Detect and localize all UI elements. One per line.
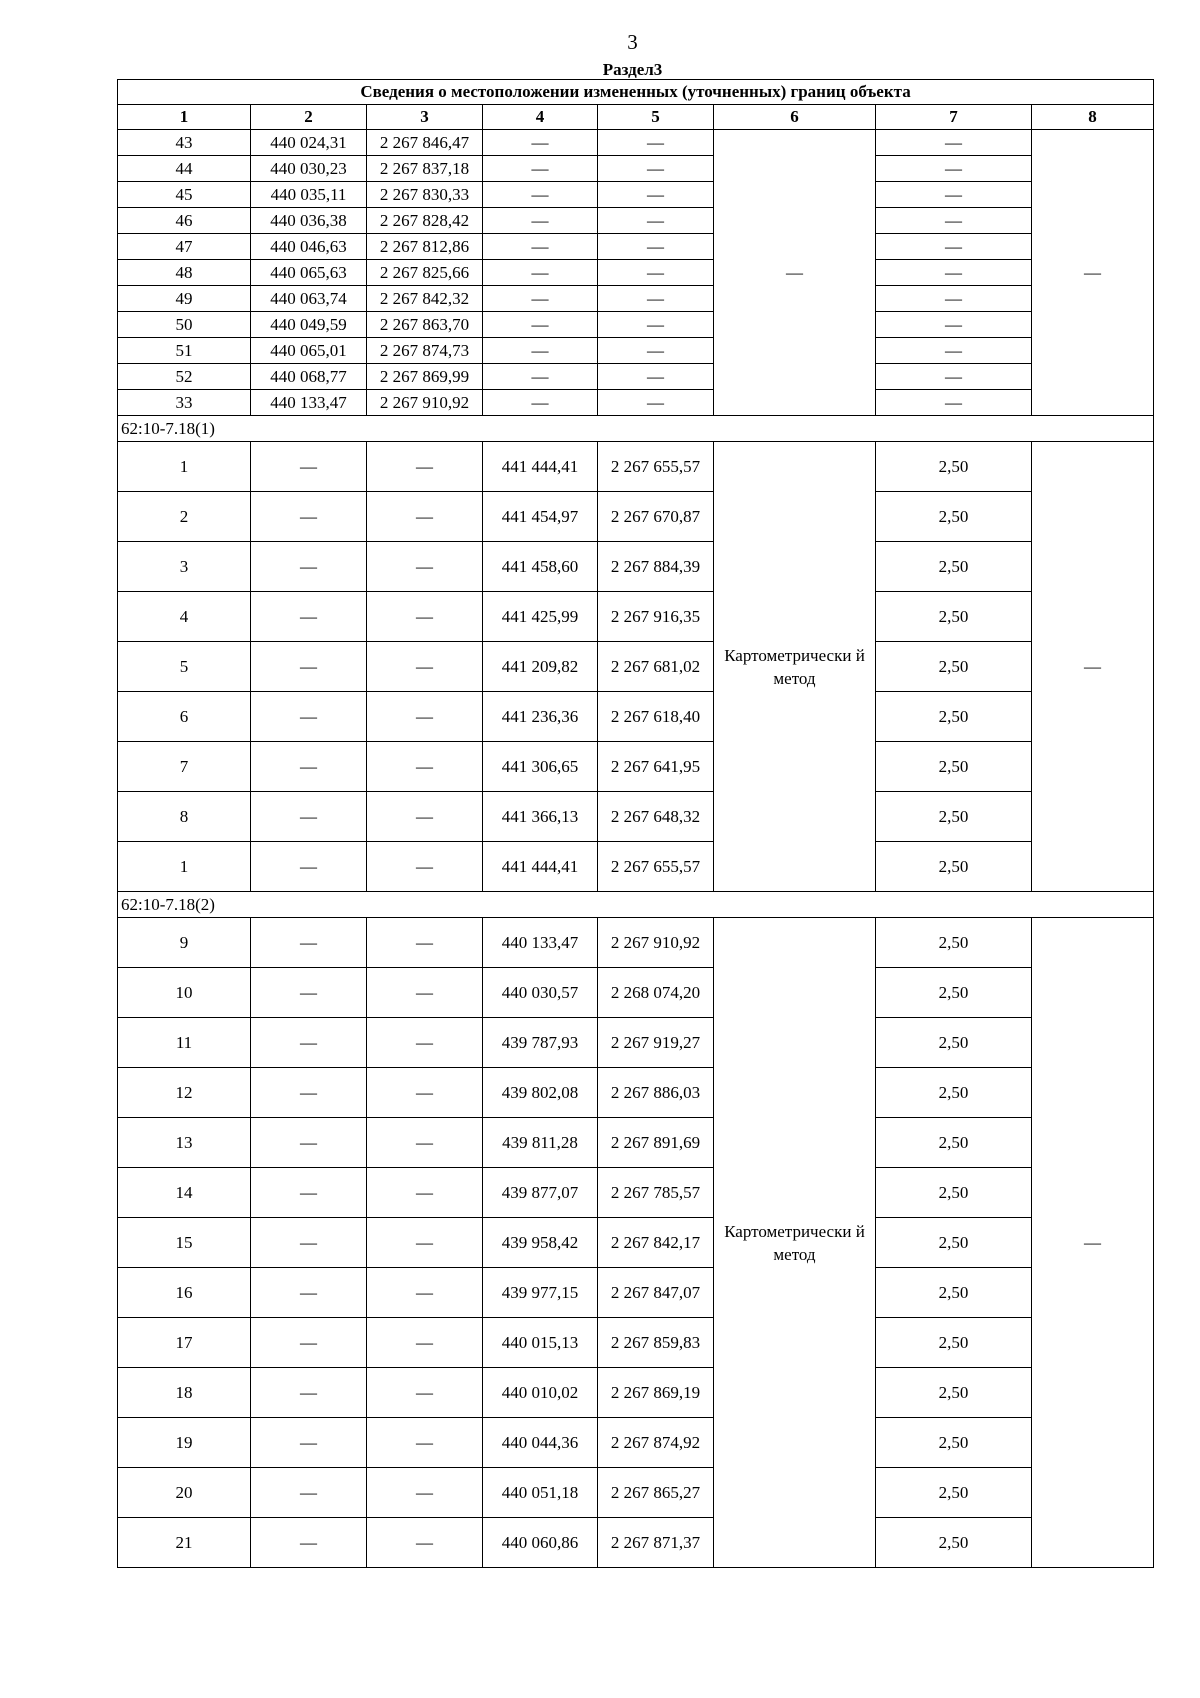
table-cell: 52 (118, 364, 251, 390)
table-cell: — (876, 338, 1032, 364)
table-row (118, 742, 1154, 792)
table-cell: — (483, 156, 598, 182)
table-cell: 441 306,65 (483, 742, 598, 792)
table-cell: — (598, 130, 714, 156)
table-cell: — (251, 1018, 367, 1068)
table-row (118, 692, 1154, 742)
method-cell: Картометрически й метод (714, 442, 876, 892)
table-cell: — (367, 1018, 483, 1068)
table-cell: — (367, 1168, 483, 1218)
table-cell: — (876, 234, 1032, 260)
table-cell: — (251, 1418, 367, 1468)
table-cell: 2 267 655,57 (598, 442, 714, 492)
table-cell: 2,50 (876, 1518, 1032, 1568)
table-cell: 2,50 (876, 492, 1032, 542)
table-cell: — (367, 742, 483, 792)
table-cell: — (251, 1368, 367, 1418)
table-cell: — (598, 390, 714, 416)
table-cell: 2,50 (876, 968, 1032, 1018)
method-cell: Картометрически й метод (714, 918, 876, 1568)
table-cell: 441 425,99 (483, 592, 598, 642)
table-cell: 47 (118, 234, 251, 260)
table-cell: — (483, 364, 598, 390)
table-cell: 440 036,38 (251, 208, 367, 234)
table-row (118, 1218, 1154, 1268)
table-cell: — (251, 1118, 367, 1168)
table-row (118, 390, 1154, 416)
table-cell: — (876, 208, 1032, 234)
table-cell: 440 030,57 (483, 968, 598, 1018)
table-cell: 2 267 869,99 (367, 364, 483, 390)
table-cell: 4 (118, 592, 251, 642)
table-cell: — (251, 968, 367, 1018)
table-cell: 441 209,82 (483, 642, 598, 692)
table-cell: 9 (118, 918, 251, 968)
table-row (118, 1468, 1154, 1518)
table-cell: 2,50 (876, 1068, 1032, 1118)
table-cell: 2 267 847,07 (598, 1268, 714, 1318)
table-cell: 2 267 785,57 (598, 1168, 714, 1218)
column-header: 3 (367, 105, 483, 130)
table-cell: — (876, 130, 1032, 156)
table-cell: 440 065,01 (251, 338, 367, 364)
column-header: 6 (714, 105, 876, 130)
table-cell: — (367, 968, 483, 1018)
table-cell: — (598, 156, 714, 182)
table-row (118, 1168, 1154, 1218)
table-cell: 2 267 618,40 (598, 692, 714, 742)
table-cell: — (251, 692, 367, 742)
table-cell: — (483, 208, 598, 234)
table-cell: 2 267 655,57 (598, 842, 714, 892)
column-header: 8 (1032, 105, 1154, 130)
table-cell: — (367, 1318, 483, 1368)
table-cell: 2,50 (876, 1118, 1032, 1168)
table-row (118, 492, 1154, 542)
table-cell: 2,50 (876, 442, 1032, 492)
table-cell: — (367, 1468, 483, 1518)
table-cell: — (483, 312, 598, 338)
table-cell: 439 811,28 (483, 1118, 598, 1168)
table-cell: — (251, 542, 367, 592)
table-cell: 51 (118, 338, 251, 364)
column-header: 1 (118, 105, 251, 130)
note-cell: — (1032, 130, 1154, 416)
table-row (118, 182, 1154, 208)
table-cell: — (367, 1418, 483, 1468)
table-cell: 440 133,47 (483, 918, 598, 968)
table-cell: — (876, 156, 1032, 182)
table-cell: 441 454,97 (483, 492, 598, 542)
table-cell: — (367, 1218, 483, 1268)
table-row (118, 918, 1154, 968)
table-cell: 16 (118, 1268, 251, 1318)
group-label: 62:10-7.18(1) (118, 416, 1154, 442)
column-header: 4 (483, 105, 598, 130)
table-cell: — (367, 1118, 483, 1168)
table-cell: 2,50 (876, 542, 1032, 592)
group-header-row (118, 892, 1154, 918)
table-cell: — (876, 312, 1032, 338)
table-row (118, 842, 1154, 892)
table-cell: — (367, 542, 483, 592)
table-row (118, 1068, 1154, 1118)
table-cell: — (598, 312, 714, 338)
table-cell: 2,50 (876, 642, 1032, 692)
note-cell: — (1032, 442, 1154, 892)
table-cell: 2,50 (876, 1018, 1032, 1068)
table-row (118, 130, 1154, 156)
table-cell: — (251, 1068, 367, 1118)
table-cell: — (483, 338, 598, 364)
table-cell: — (598, 182, 714, 208)
table-cell: — (367, 792, 483, 842)
table-row (118, 1018, 1154, 1068)
table-cell: — (367, 1268, 483, 1318)
table-cell: 440 015,13 (483, 1318, 598, 1368)
table-cell: 5 (118, 642, 251, 692)
table-cell: 12 (118, 1068, 251, 1118)
page-number: 3 (627, 30, 638, 54)
table-cell: — (876, 286, 1032, 312)
table-cell: 2 267 910,92 (367, 390, 483, 416)
table-cell: — (367, 592, 483, 642)
table-cell: 2 268 074,20 (598, 968, 714, 1018)
table-cell: 2,50 (876, 1218, 1032, 1268)
table-cell: — (483, 286, 598, 312)
table-cell: 2 267 846,47 (367, 130, 483, 156)
column-header: 5 (598, 105, 714, 130)
table-row (118, 156, 1154, 182)
table-cell: 2 267 869,19 (598, 1368, 714, 1418)
method-cell: — (714, 130, 876, 416)
table-cell: — (251, 1218, 367, 1268)
table-cell: 2,50 (876, 1268, 1032, 1318)
table-cell: 441 444,41 (483, 442, 598, 492)
table-cell: — (367, 1068, 483, 1118)
table-cell: 15 (118, 1218, 251, 1268)
table-cell: 14 (118, 1168, 251, 1218)
table-cell: 2 267 812,86 (367, 234, 483, 260)
table-cell: — (598, 208, 714, 234)
table-cell: 440 133,47 (251, 390, 367, 416)
table-cell: 1 (118, 842, 251, 892)
table-cell: — (251, 442, 367, 492)
table-cell: 439 977,15 (483, 1268, 598, 1318)
table-cell: 2,50 (876, 842, 1032, 892)
table-cell: 2,50 (876, 1418, 1032, 1468)
table-cell: 2 267 670,87 (598, 492, 714, 542)
boundary-coordinates-table (117, 79, 1154, 1568)
table-cell: — (251, 1268, 367, 1318)
group-header-row (118, 416, 1154, 442)
table-cell: 440 063,74 (251, 286, 367, 312)
table-cell: — (483, 130, 598, 156)
table-cell: 21 (118, 1518, 251, 1568)
table-cell: — (598, 260, 714, 286)
table-cell: 2 267 910,92 (598, 918, 714, 968)
table-cell: 2 267 837,18 (367, 156, 483, 182)
table-cell: 2 267 842,32 (367, 286, 483, 312)
table-cell: — (483, 390, 598, 416)
table-row (118, 338, 1154, 364)
table-cell: 441 444,41 (483, 842, 598, 892)
table-cell: 49 (118, 286, 251, 312)
table-cell: 6 (118, 692, 251, 742)
table-cell: — (367, 692, 483, 742)
table-cell: — (251, 842, 367, 892)
table-cell: — (251, 1518, 367, 1568)
table-cell: 439 877,07 (483, 1168, 598, 1218)
table-cell: — (598, 338, 714, 364)
column-header-row (118, 105, 1154, 130)
table-cell: 440 035,11 (251, 182, 367, 208)
table-cell: 2 267 891,69 (598, 1118, 714, 1168)
table-cell: — (251, 642, 367, 692)
table-row (118, 1118, 1154, 1168)
table-row (118, 542, 1154, 592)
table-cell: 441 366,13 (483, 792, 598, 842)
table-cell: 48 (118, 260, 251, 286)
table-cell: 2 267 825,66 (367, 260, 483, 286)
table-cell: — (251, 1318, 367, 1368)
table-cell: 2 267 884,39 (598, 542, 714, 592)
table-cell: — (367, 642, 483, 692)
table-cell: 440 044,36 (483, 1418, 598, 1468)
table-cell: 439 787,93 (483, 1018, 598, 1068)
table-cell: 440 030,23 (251, 156, 367, 182)
table-cell: 10 (118, 968, 251, 1018)
table-cell: — (483, 182, 598, 208)
table-cell: 440 046,63 (251, 234, 367, 260)
table-cell: — (483, 260, 598, 286)
table-cell: 8 (118, 792, 251, 842)
column-header: 2 (251, 105, 367, 130)
table-cell: 439 958,42 (483, 1218, 598, 1268)
table-cell: 43 (118, 130, 251, 156)
table-row (118, 286, 1154, 312)
table-cell: 18 (118, 1368, 251, 1418)
table-cell: 50 (118, 312, 251, 338)
table-cell: 2 267 859,83 (598, 1318, 714, 1368)
table-cell: 2 267 865,27 (598, 1468, 714, 1518)
table-cell: — (367, 1368, 483, 1418)
table-cell: — (483, 234, 598, 260)
table-cell: 440 051,18 (483, 1468, 598, 1518)
table-row (118, 442, 1154, 492)
table-row (118, 1268, 1154, 1318)
table-cell: — (251, 742, 367, 792)
table-cell: 440 060,86 (483, 1518, 598, 1568)
table-cell: 3 (118, 542, 251, 592)
table-row (118, 592, 1154, 642)
table-cell: 2 267 681,02 (598, 642, 714, 692)
table-cell: 1 (118, 442, 251, 492)
section-title: Раздел3 (602, 60, 663, 79)
table-cell: 2 267 648,32 (598, 792, 714, 842)
table-cell: 2,50 (876, 592, 1032, 642)
table-cell: 441 458,60 (483, 542, 598, 592)
table-cell: 2 267 863,70 (367, 312, 483, 338)
table-cell: — (367, 1518, 483, 1568)
table-cell: — (251, 1468, 367, 1518)
table-cell: 440 065,63 (251, 260, 367, 286)
table-cell: — (367, 492, 483, 542)
table-cell: 17 (118, 1318, 251, 1368)
table-row (118, 792, 1154, 842)
group-label: 62:10-7.18(2) (118, 892, 1154, 918)
table-cell: 2,50 (876, 792, 1032, 842)
table-cell: 2 (118, 492, 251, 542)
table-cell: 2,50 (876, 1468, 1032, 1518)
table-cell: 2 267 874,92 (598, 1418, 714, 1468)
table-caption-row (118, 80, 1154, 105)
table-row (118, 312, 1154, 338)
table-cell: 2 267 828,42 (367, 208, 483, 234)
table-cell: 2,50 (876, 918, 1032, 968)
table-row (118, 1518, 1154, 1568)
table-cell: — (598, 234, 714, 260)
table-row (118, 642, 1154, 692)
table-row (118, 260, 1154, 286)
table-cell: 2,50 (876, 742, 1032, 792)
table-cell: 11 (118, 1018, 251, 1068)
table-cell: 441 236,36 (483, 692, 598, 742)
table-caption: Сведения о местоположении измененных (уточненных) границ объекта (118, 80, 1154, 105)
table-cell: — (876, 364, 1032, 390)
table-row (118, 364, 1154, 390)
table-cell: — (251, 1168, 367, 1218)
table-cell: 7 (118, 742, 251, 792)
table-cell: 46 (118, 208, 251, 234)
table-cell: 2,50 (876, 1368, 1032, 1418)
column-header: 7 (876, 105, 1032, 130)
table-cell: 2,50 (876, 1318, 1032, 1368)
note-cell: — (1032, 918, 1154, 1568)
table-cell: 2 267 842,17 (598, 1218, 714, 1268)
table-cell: — (876, 260, 1032, 286)
table-cell: 440 010,02 (483, 1368, 598, 1418)
table-cell: — (598, 286, 714, 312)
table-cell: 439 802,08 (483, 1068, 598, 1118)
table-cell: 2 267 919,27 (598, 1018, 714, 1068)
table-cell: 2 267 641,95 (598, 742, 714, 792)
table-cell: — (251, 592, 367, 642)
table-cell: — (876, 390, 1032, 416)
table-cell: 13 (118, 1118, 251, 1168)
table-cell: — (251, 918, 367, 968)
table-cell: 2,50 (876, 692, 1032, 742)
table-cell: — (876, 182, 1032, 208)
table-row (118, 234, 1154, 260)
table-cell: 2 267 871,37 (598, 1518, 714, 1568)
table-row (118, 208, 1154, 234)
table-cell: 44 (118, 156, 251, 182)
table-cell: — (367, 442, 483, 492)
table-row (118, 1368, 1154, 1418)
table-cell: — (367, 842, 483, 892)
table-cell: — (251, 492, 367, 542)
table-cell: 440 049,59 (251, 312, 367, 338)
table-cell: 2 267 886,03 (598, 1068, 714, 1118)
table-cell: 2,50 (876, 1168, 1032, 1218)
table-cell: — (598, 364, 714, 390)
table-cell: 19 (118, 1418, 251, 1468)
table-cell: — (251, 792, 367, 842)
table-cell: 20 (118, 1468, 251, 1518)
table-cell: 33 (118, 390, 251, 416)
table-cell: 45 (118, 182, 251, 208)
table-cell: — (367, 918, 483, 968)
table-row (118, 1318, 1154, 1368)
table-cell: 440 024,31 (251, 130, 367, 156)
table-cell: 2 267 916,35 (598, 592, 714, 642)
table-row (118, 968, 1154, 1018)
table-cell: 440 068,77 (251, 364, 367, 390)
table-cell: 2 267 830,33 (367, 182, 483, 208)
table-cell: 2 267 874,73 (367, 338, 483, 364)
table-row (118, 1418, 1154, 1468)
